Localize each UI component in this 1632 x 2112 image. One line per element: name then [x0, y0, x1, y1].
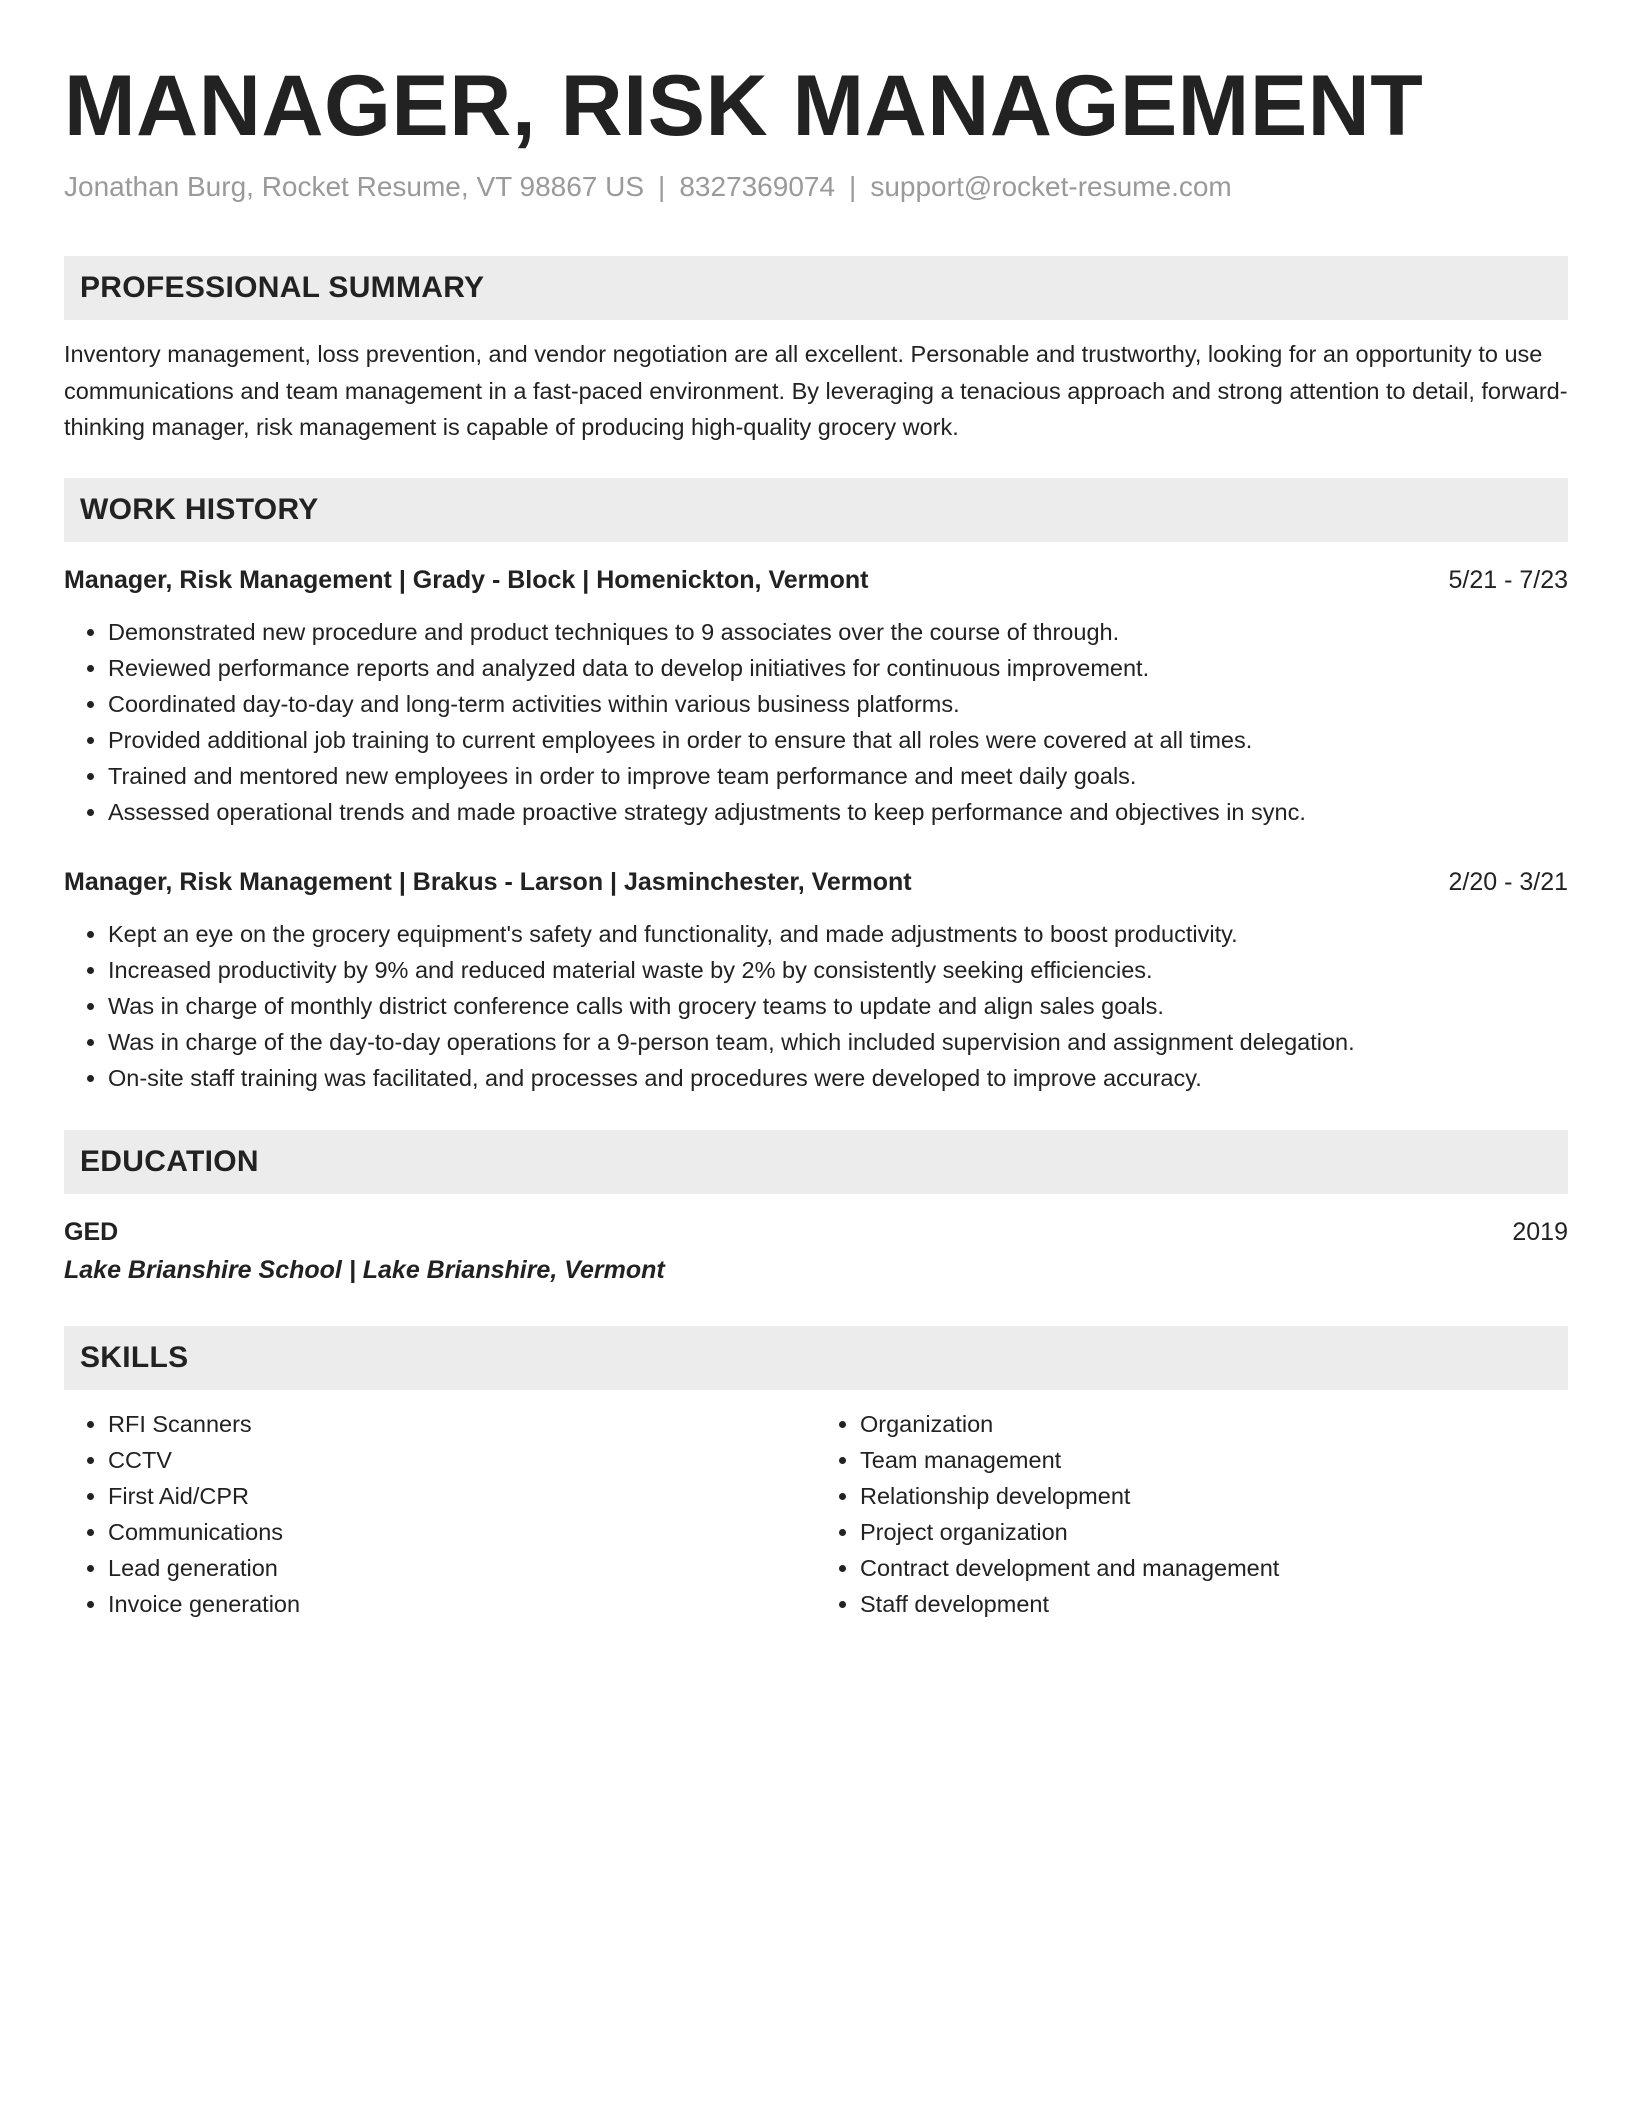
list-item: • Demonstrated new procedure and product techniques to 9 associates over the course of through. [108, 614, 1568, 650]
list-item: • Relationship development [860, 1478, 1568, 1514]
list-item: • Trained and mentored new employees in order to improve team performance and meet daily goals. [108, 758, 1568, 794]
skills-column-right [816, 1406, 1568, 1622]
list-item: • Organization [860, 1406, 1568, 1442]
list-item: • Kept an eye on the grocery equipment's safety and functionality, and made adjustments to boost productivity. [108, 916, 1568, 952]
skills-section [64, 1326, 1568, 1622]
list-item: • Staff development [860, 1586, 1568, 1622]
list-item: • Was in charge of the day-to-day operations for a 9-person team, which included supervision and assignment delegation. [108, 1024, 1568, 1060]
contact-phone: 8327369074 [679, 171, 836, 202]
education-section [64, 1130, 1568, 1290]
job-bullets [64, 916, 1568, 1096]
work-history-section [64, 478, 1568, 1096]
list-item: • Communications [108, 1514, 816, 1550]
page-title: MANAGER, RISK MANAGEMENT [64, 58, 1424, 154]
skills-list [64, 1406, 816, 1622]
job-title: Manager, Risk Management | Grady - Block | Homenickton, Vermont [64, 565, 869, 594]
education-year: 2019 [1512, 1217, 1568, 1246]
section-heading-skills: SKILLS [64, 1326, 1568, 1390]
contact-email: support@rocket-resume.com [870, 171, 1232, 202]
list-item: • Was in charge of monthly district conference calls with grocery teams to update and align sales goals. [108, 988, 1568, 1024]
list-item: • RFI Scanners [108, 1406, 816, 1442]
job-bullets [64, 614, 1568, 830]
section-heading-education: EDUCATION [64, 1130, 1568, 1194]
skills-column-left [64, 1406, 816, 1622]
list-item: • Coordinated day-to-day and long-term activities within various business platforms. [108, 686, 1568, 722]
job-header [64, 562, 1568, 598]
list-item: • Increased productivity by 9% and reduced material waste by 2% by consistently seeking efficiencies. [108, 952, 1568, 988]
contact-address: Jonathan Burg, Rocket Resume, VT 98867 US [64, 171, 645, 202]
contact-separator: | [849, 171, 857, 202]
job-title: Manager, Risk Management | Brakus - Larson | Jasminchester, Vermont [64, 867, 912, 896]
list-item: • CCTV [108, 1442, 816, 1478]
list-item: • Assessed operational trends and made proactive strategy adjustments to keep performance and objectives in sync. [108, 794, 1568, 830]
skills-list [816, 1406, 1568, 1622]
list-item: • On-site staff training was facilitated, and processes and procedures were developed to improve accuracy. [108, 1060, 1568, 1096]
contact-separator: | [658, 171, 666, 202]
education-school: Lake Brianshire School | Lake Brianshire, Vermont [64, 1255, 665, 1284]
list-item: • Team management [860, 1442, 1568, 1478]
summary-text: Inventory management, loss prevention, and vendor negotiation are all excellent. Personable and trustworthy, looking for an opportunity to use communications and team management in a fast-paced environment. By leveraging a tenacious approach and strong attention to detail, forward-thinking manager, risk management is capable of producing high-quality grocery work. [64, 341, 1568, 440]
education-header [64, 1214, 1568, 1250]
list-item: • Project organization [860, 1514, 1568, 1550]
section-heading-work-history: WORK HISTORY [64, 478, 1568, 542]
job-entry [64, 864, 1568, 1096]
list-item: • Lead generation [108, 1550, 816, 1586]
list-item: • Provided additional job training to current employees in order to ensure that all roles were covered at all times. [108, 722, 1568, 758]
job-dates: 2/20 - 3/21 [1448, 867, 1568, 896]
list-item: • Invoice generation [108, 1586, 816, 1622]
summary-section [64, 256, 1568, 446]
job-dates: 5/21 - 7/23 [1448, 565, 1568, 594]
job-header [64, 864, 1568, 900]
contact-line [64, 168, 1568, 206]
education-degree: GED [64, 1217, 119, 1246]
job-entry [64, 562, 1568, 830]
section-heading-summary: PROFESSIONAL SUMMARY [64, 256, 1568, 320]
list-item: • Contract development and management [860, 1550, 1568, 1586]
list-item: • Reviewed performance reports and analyzed data to develop initiatives for continuous improvement. [108, 650, 1568, 686]
list-item: • First Aid/CPR [108, 1478, 816, 1514]
skills-grid [64, 1406, 1568, 1622]
